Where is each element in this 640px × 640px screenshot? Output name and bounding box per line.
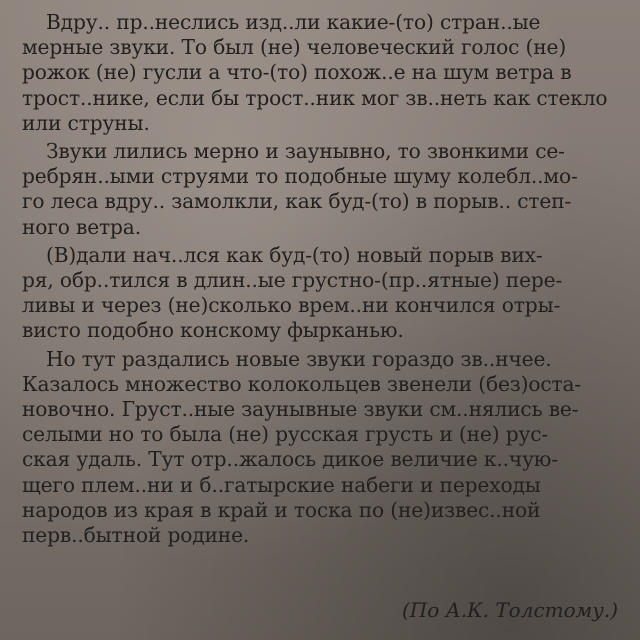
text-line: Казалось множество колокольцев звенели (без)оста- (22, 371, 582, 396)
text-line: мерные звуки. То был (не) человеческий голос (не) (22, 35, 567, 60)
text-line: ря, обр..тился в длин..ые грустно-(пр..ятные) пере- (22, 268, 563, 293)
text-line: Вдру.. пр..неслись изд..ли какие-(то) стран..ые (46, 10, 541, 34)
paragraph-2 (22, 139, 622, 240)
paragraph-1 (22, 10, 622, 136)
text-line: го леса вдру.. замолкли, как буд-(то) в порыв.. степ- (22, 189, 572, 214)
exercise-text (22, 10, 622, 551)
text-line: рожок (не) гусли а что-(то) похож..е на шум ветра в (22, 60, 572, 85)
text-line: щего плем..ни и б..гатырские набеги и переходы (22, 472, 541, 497)
text-line: ливы и через (не)сколько врем..ни кончился отры- (22, 293, 561, 318)
paragraph-4 (22, 347, 622, 549)
text-line: висто подобно конскому фырканью. (22, 318, 404, 343)
text-line: ская удаль. Тут отр..жалось дикое величие к..чую- (22, 447, 558, 472)
text-line: новочно. Груст..ные заунывные звуки см..нялись ве- (22, 397, 579, 422)
paragraph-3 (22, 243, 622, 344)
text-line: ребрян..ыми струями то подобные шуму колебл..мо- (22, 164, 578, 189)
text-line: Но тут раздались новые звуки гораздо зв..нчее. (46, 346, 552, 371)
text-line: или струны. (22, 110, 150, 135)
text-line: Звуки лились мерно и заунывно, то звонкими се- (46, 139, 565, 164)
text-line: селыми но то была (не) русская грусть и (не) рус- (22, 422, 549, 447)
text-line: трост..нике, если бы трост..ник мог зв..неть как стекло (22, 85, 608, 110)
author-attribution: (По А.К. Толстому.) (401, 598, 618, 622)
text-line: народов из края в край и тоска по (не)извес..ной (22, 497, 541, 522)
text-line: перв..бытной родине. (22, 523, 250, 548)
text-line: ного ветра. (22, 214, 141, 239)
text-line: (В)дали нач..лся как буд-(то) новый порыв вих- (46, 242, 543, 267)
